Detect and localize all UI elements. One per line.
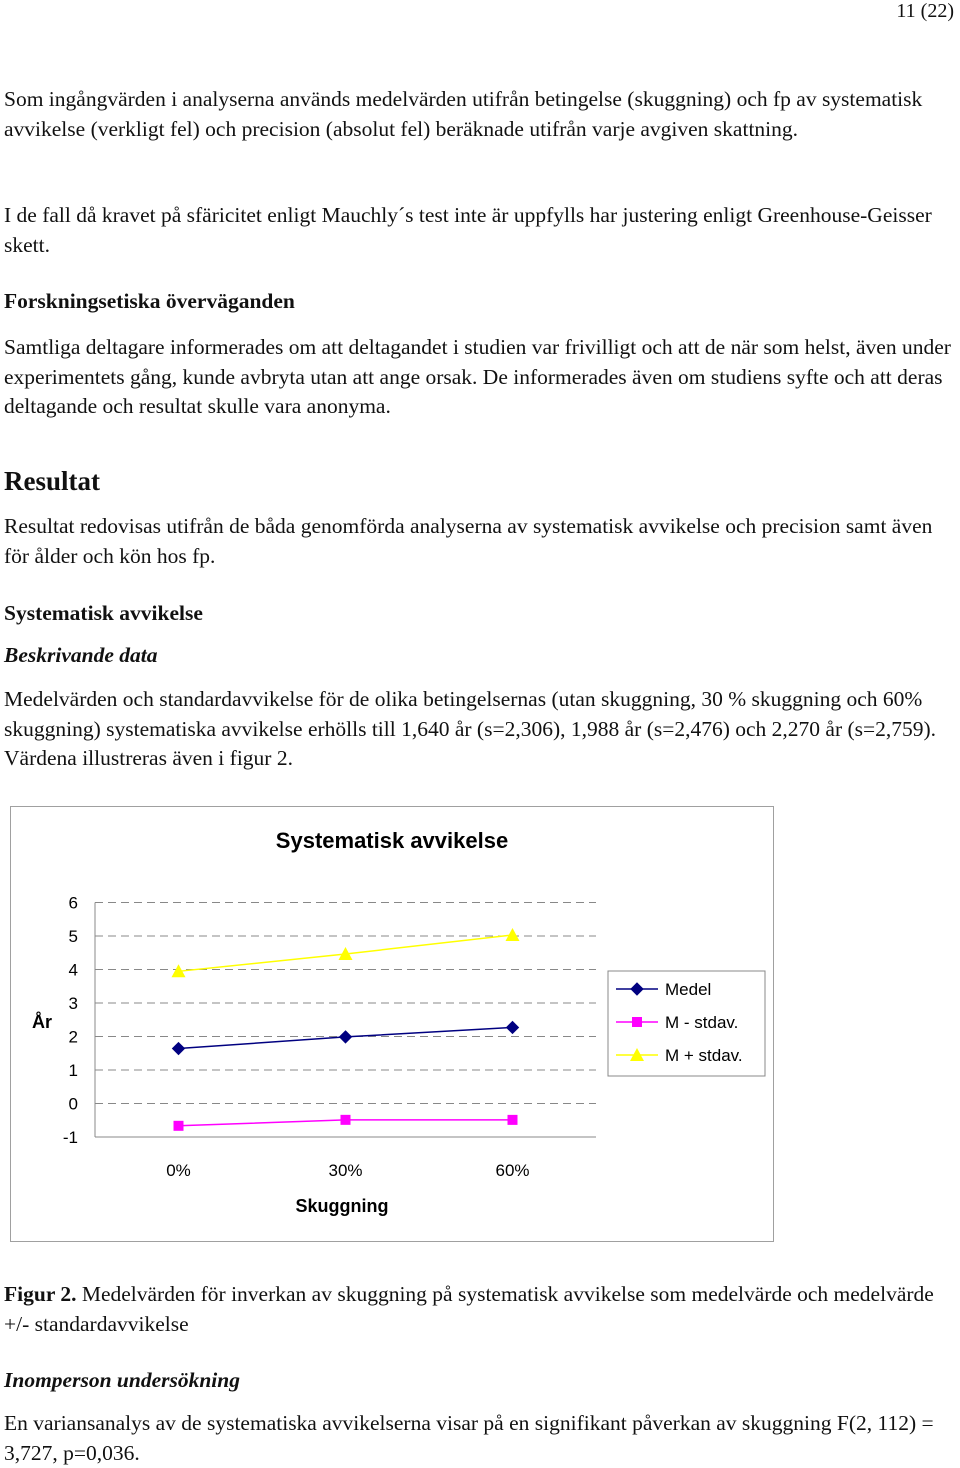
data-point xyxy=(341,1115,351,1125)
ethics-paragraph: Samtliga deltagare informerades om att deltagandet i studien var frivilligt och att de när som helst, även under experimentets gång, kunde avbryta utan att ange orsak. De informerades även om studiens syfte och att deras deltagande och resultat skulle vara anonyma. xyxy=(4,335,951,418)
ethics-heading: Forskningsetiska överväganden xyxy=(4,289,295,313)
legend-label: Medel xyxy=(665,980,712,999)
y-tick-label: 2 xyxy=(68,1027,78,1047)
legend-marker xyxy=(632,1017,642,1027)
results-heading: Resultat xyxy=(4,466,100,496)
figure-caption-text: Medelvärden för inverkan av skuggning på systematisk avvikelse som medelvärde och medelvärde +/- standardavvikelse xyxy=(4,1282,934,1336)
data-point xyxy=(174,1121,184,1131)
x-tick-label: 60% xyxy=(495,1161,530,1180)
systematic-heading: Systematisk avvikelse xyxy=(4,601,203,625)
y-tick-label: 0 xyxy=(68,1094,78,1114)
intraperson-heading: Inomperson undersökning xyxy=(4,1368,240,1392)
data-point xyxy=(508,1115,518,1125)
descriptive-heading: Beskrivande data xyxy=(4,643,158,667)
figure-caption-label: Figur 2. xyxy=(4,1282,77,1306)
intraperson-paragraph: En variansanalys av de systematiska avvikelserna visar på en signifikant påverkan av skuggning F(2, 112) = 3,727, p=0,036. xyxy=(4,1411,934,1465)
legend-label: M + stdav. xyxy=(665,1046,743,1065)
y-tick-label: 5 xyxy=(68,927,78,946)
x-axis-label: Skuggning xyxy=(295,1196,389,1216)
chart-title: Systematisk avvikelse xyxy=(275,828,509,853)
y-tick-label: -1 xyxy=(62,1128,78,1147)
y-tick-label: 3 xyxy=(68,994,78,1013)
intro-paragraph: Som ingångvärden i analyserna används medelvärden utifrån betingelse (skuggning) och fp av systematisk avvikelse (verkligt fel) och precision (absolut fel) beräknade utifrån varje avgiven skattning. xyxy=(4,87,923,141)
results-paragraph: Resultat redovisas utifrån de båda genomförda analyserna av systematisk avvikelse och precision samt även för ålder och kön hos fp. xyxy=(4,514,933,568)
y-tick-label: 1 xyxy=(68,1061,78,1080)
page-number: 11 (22) xyxy=(896,0,954,22)
y-tick-label: 4 xyxy=(68,960,78,980)
descriptive-paragraph: Medelvärden och standardavvikelse för de olika betingelsernas (utan skuggning, 30 % skuggning och 60% skuggning) systematiska avvikelse erhölls till 1,640 år (s=2,306), 1,988 år (s=2,476) och 2,270 år (s=2,759). Värdena illustreras även i figur 2. xyxy=(4,687,937,770)
x-tick-label: 30% xyxy=(328,1161,363,1180)
systematic-deviation-chart xyxy=(10,806,774,1242)
x-tick-label: 0% xyxy=(166,1161,191,1180)
y-axis-label: År xyxy=(31,1012,53,1032)
legend-label: M - stdav. xyxy=(665,1013,739,1032)
chart-legend xyxy=(608,971,765,1076)
sphericity-paragraph: I de fall då kravet på sfäricitet enligt Mauchly´s test inte är uppfylls har justering enligt Greenhouse-Geisser skett. xyxy=(4,203,932,257)
y-tick-label: 6 xyxy=(68,893,78,913)
figure-caption xyxy=(4,1280,954,1339)
